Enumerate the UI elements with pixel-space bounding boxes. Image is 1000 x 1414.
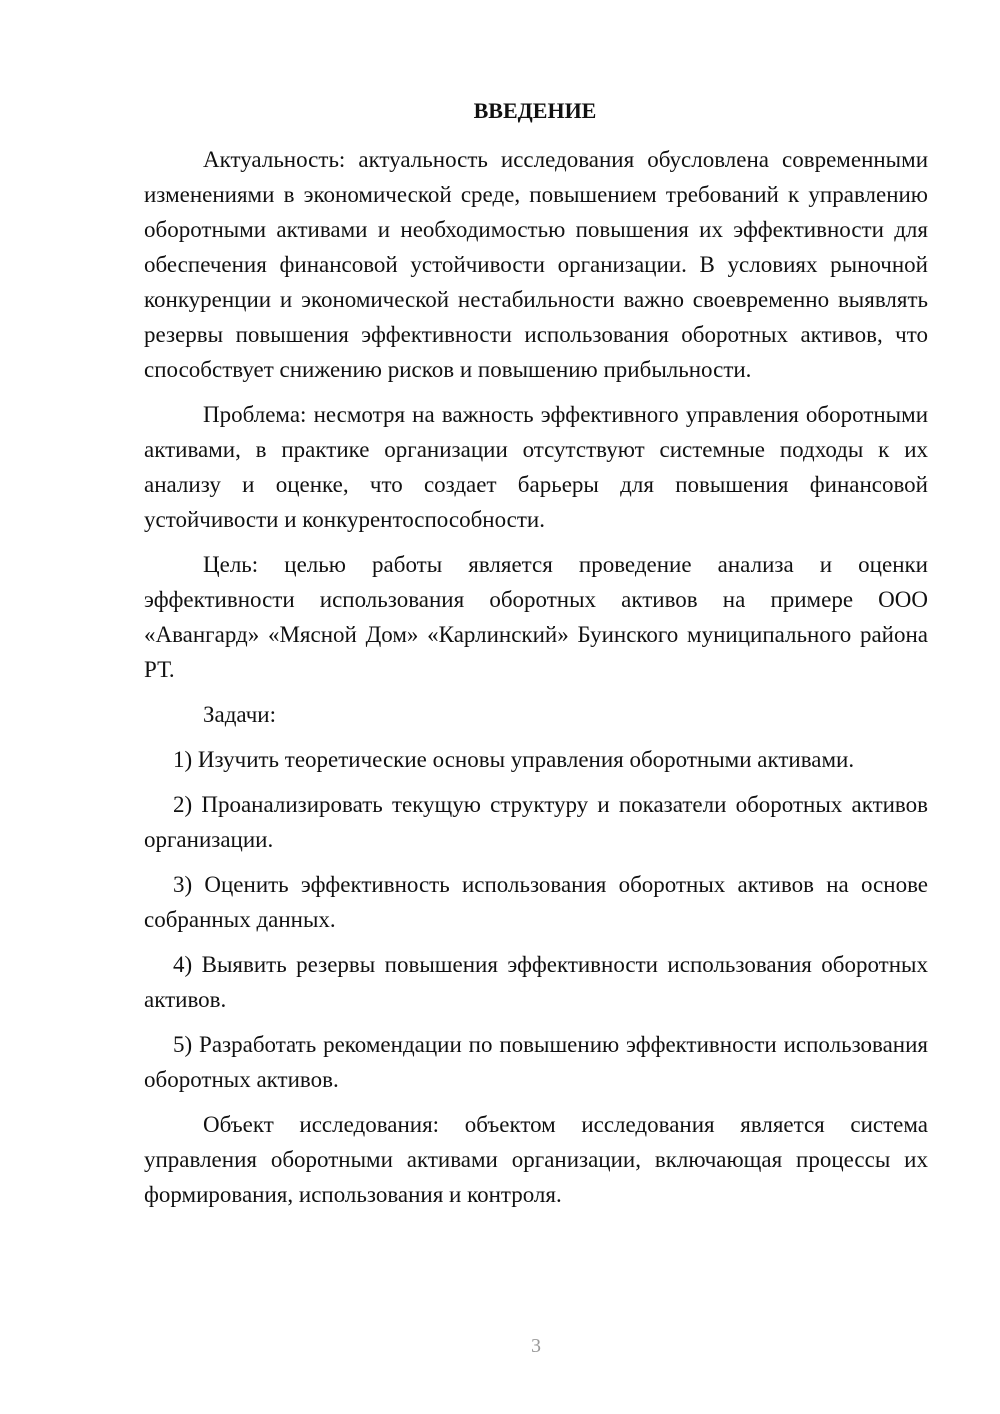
page-title: ВВЕДЕНИЕ [473, 98, 597, 123]
tasks-label: Задачи: [203, 702, 276, 727]
document-body [144, 142, 928, 1212]
list-item: 5) Разработать рекомендации по повышению эффективности использования оборотных активов. [144, 1032, 928, 1092]
list-item: 2) Проанализировать текущую структуру и показатели оборотных активов организации. [144, 792, 928, 852]
paragraph-object: Объект исследования: объектом исследования является система управления оборотными активами организации, включающая процессы их формирования, использования и контроля. [144, 1112, 928, 1207]
page-number: 3 [531, 1335, 541, 1357]
paragraph-goal: Цель: целью работы является проведение анализа и оценки эффективности использования оборотных активов на примере ООО «Авангард» «Мясной Дом» «Карлинский» Буинского муниципального района РТ. [144, 552, 928, 682]
list-item: 1) Изучить теоретические основы управления оборотными активами. [173, 747, 855, 772]
paragraph-relevance: Актуальность: актуальность исследования обусловлена современными изменениями в экономической среде, повышением требований к управлению оборотными активами и необходимостью повышения их эффективности для обеспечения финансовой устойчивости организации. В условиях рыночной конкуренции и экономической нестабильности важно своевременно выявлять резервы повышения эффективности использования оборотных активов, что способствует снижению рисков и повышению прибыльности. [144, 147, 928, 382]
paragraph-problem: Проблема: несмотря на важность эффективного управления оборотными активами, в практике организации отсутствуют системные подходы к их анализу и оценке, что создает барьеры для повышения финансовой устойчивости и конкурентоспособности. [144, 402, 928, 532]
list-item: 4) Выявить резервы повышения эффективности использования оборотных активов. [144, 952, 928, 1012]
list-item: 3) Оценить эффективность использования оборотных активов на основе собранных данных. [144, 872, 928, 932]
